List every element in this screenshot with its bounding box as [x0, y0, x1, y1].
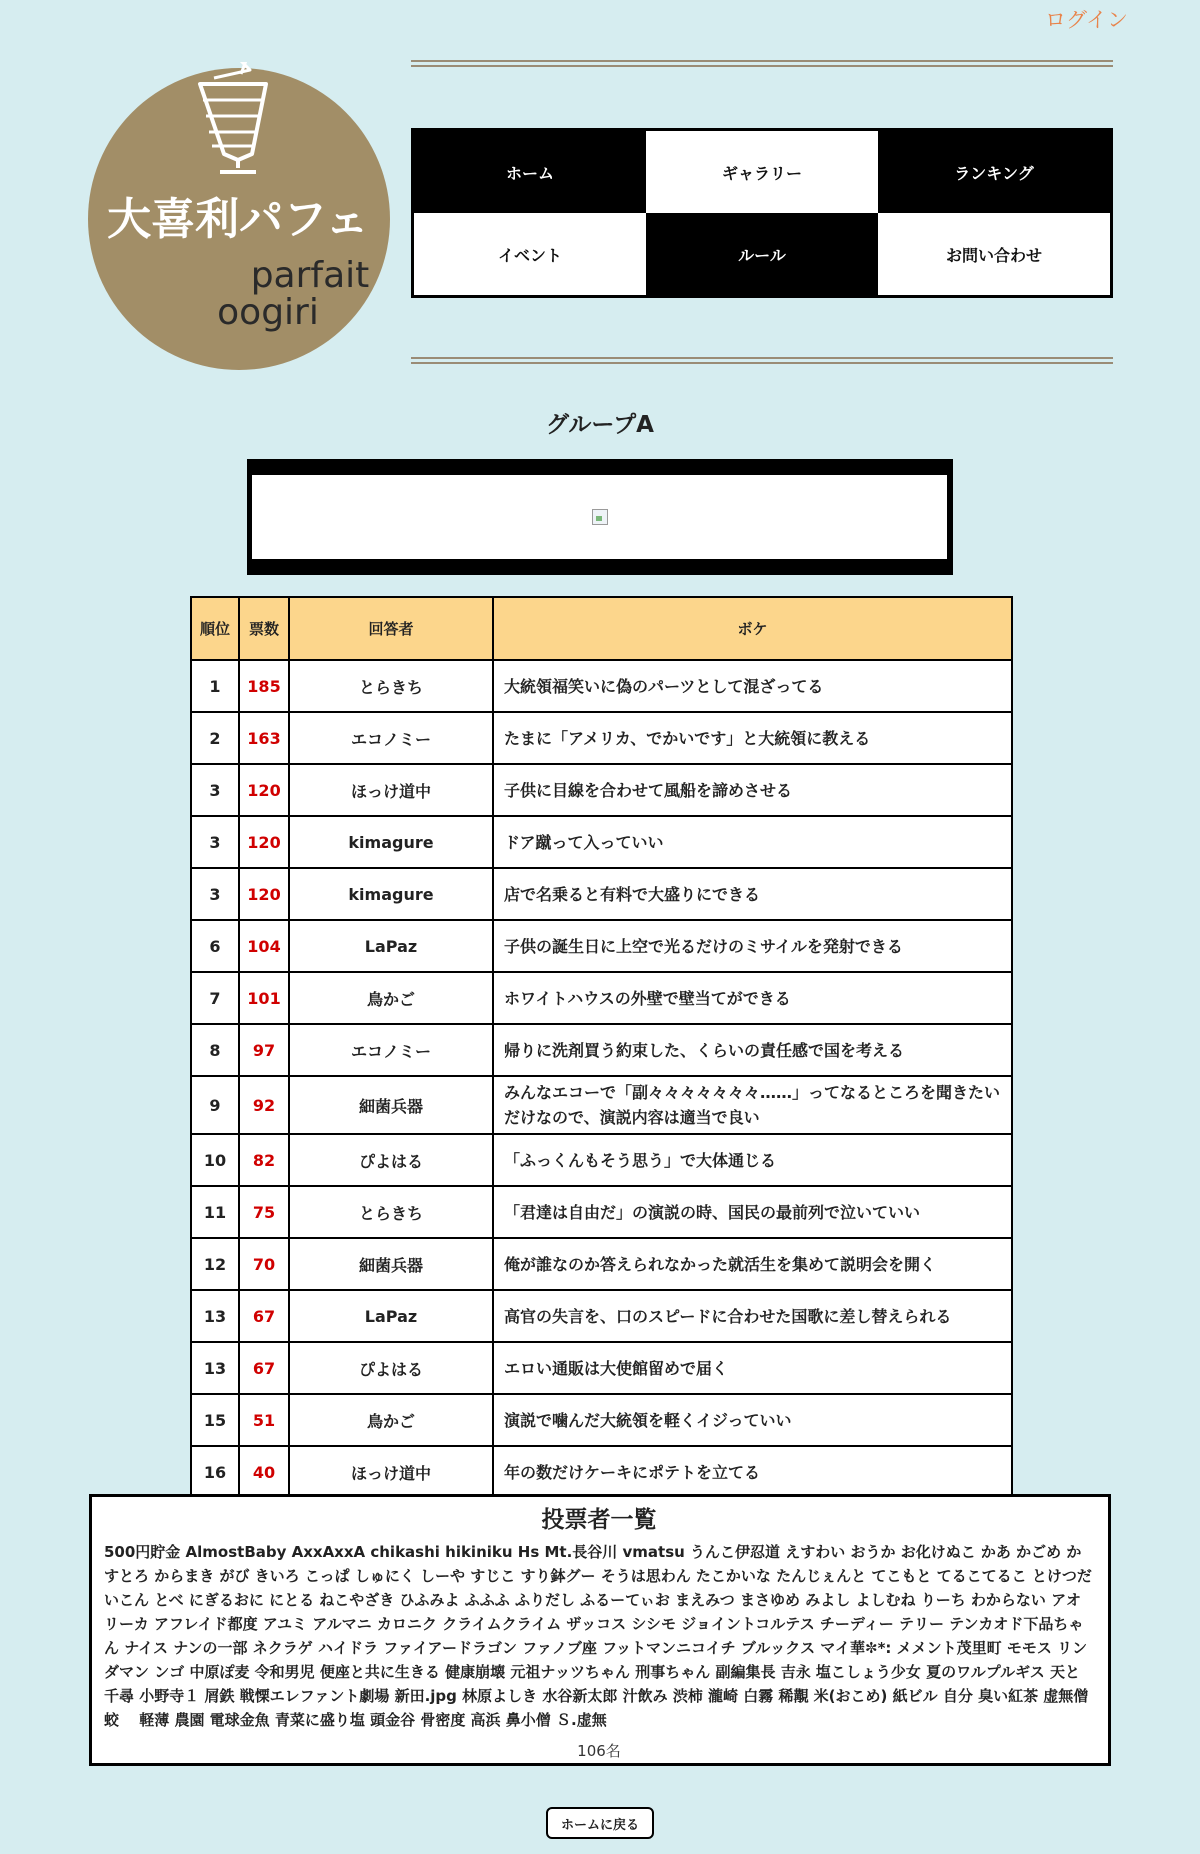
header-votes: 票数	[239, 597, 289, 660]
boke-cell: 大統領福笑いに偽のパーツとして混ざってる	[493, 660, 1012, 712]
boke-cell: 「君達は自由だ」の演説の時、国民の最前列で泣いていい	[493, 1186, 1012, 1238]
broken-image-icon	[592, 509, 608, 525]
voters-title: 投票者一覧	[541, 1507, 657, 1533]
header-rank: 順位	[191, 597, 239, 660]
answerer-cell: エコノミー	[289, 712, 493, 764]
rank-cell: 3	[191, 868, 239, 920]
nav-event[interactable]: イベント	[414, 213, 646, 295]
votes-cell: 40	[239, 1446, 289, 1498]
logo-title: 大喜利パフェ	[107, 194, 369, 245]
votes-cell: 185	[239, 660, 289, 712]
rank-cell: 3	[191, 816, 239, 868]
votes-cell: 67	[239, 1290, 289, 1342]
table-row	[191, 816, 1012, 868]
main-nav	[411, 128, 1113, 298]
boke-cell: 高官の失言を、口のスピードに合わせた国歌に差し替えられる	[493, 1290, 1012, 1342]
answerer-cell: ぴよはる	[289, 1342, 493, 1394]
banner-frame	[252, 475, 947, 559]
voters-panel	[89, 1494, 1111, 1766]
rank-cell: 6	[191, 920, 239, 972]
votes-cell: 101	[239, 972, 289, 1024]
nav-gallery[interactable]: ギャラリー	[646, 131, 878, 213]
boke-cell: 帰りに洗剤買う約束した、くらいの責任感で国を考える	[493, 1024, 1012, 1076]
table-row	[191, 1238, 1012, 1290]
votes-cell: 92	[239, 1076, 289, 1134]
votes-cell: 120	[239, 764, 289, 816]
answerer-cell: エコノミー	[289, 1024, 493, 1076]
votes-cell: 97	[239, 1024, 289, 1076]
boke-cell: 店で名乗ると有料で大盛りにできる	[493, 868, 1012, 920]
boke-cell: ドア蹴って入っていい	[493, 816, 1012, 868]
rank-cell: 8	[191, 1024, 239, 1076]
answerer-cell: とらきち	[289, 660, 493, 712]
rank-cell: 12	[191, 1238, 239, 1290]
answerer-cell: とらきち	[289, 1186, 493, 1238]
votes-cell: 51	[239, 1394, 289, 1446]
answerer-cell: LaPaz	[289, 920, 493, 972]
table-row	[191, 712, 1012, 764]
rank-cell: 3	[191, 764, 239, 816]
boke-cell: 「ふっくんもそう思う」で大体通じる	[493, 1134, 1012, 1186]
voters-list: 500円貯金 AlmostBaby AxxAxxA chikashi hikiniku Hs Mt.長谷川 vmatsu うんこ伊忍道 えすわい おうか お化けぬこ かあ かごめ かすとろ からまき がび きいろ こっぱ しゅにく しーや すじこ すり鉢グー そうは思わん たこかいな たんじぇんと てこもと てるこてるこ とけつだいこん とべ にぎるおに にとる ねこやざき ひふみよ ふふふ ふりだし ふるーてぃお まえみつ まさゆめ みよし よしむね りーち わからない アオリーカ アフレイド都度 アユミ アルマニ カロニク クライムクライム ザッコス シシモ ジョイントコルテス チーディー テリー テンカオド下品ちゃん ナイス ナンの一部 ネクラゲ ハイドラ ファイアードラゴン ファノブ座 フットマンニコイチ ブルックス マイ華✼*: メメント茂里町 モモス リンダマン ンゴ 中原ぽ麦 令和男児 便座と共に生きる 健康崩壊 元祖ナッツちゃん 刑事ちゃん 副編集長 吉永 塩こしょう少女 夏のワルプルギス 天と千尋 小野寺１ 屑鉄 戦慄エレファント劇場 新田.jpg 林原よしき 水谷新太郎 汁飲み 渋柿 瀧崎 白霧 稀覯 米(おこめ) 紙ビル 自分 臭い紅茶 虚無僧 蛟 軽薄 農園 電球金魚 青菜に盛り塩 頭金谷 骨密度 高浜 鼻小僧 Ｓ.虚無	[104, 1543, 1092, 1729]
nav-rules[interactable]: ルール	[646, 213, 878, 295]
boke-cell: 年の数だけケーキにポテトを立てる	[493, 1446, 1012, 1498]
boke-cell: 俺が誰なのか答えられなかった就活生を集めて説明会を開く	[493, 1238, 1012, 1290]
rank-cell: 11	[191, 1186, 239, 1238]
boke-cell: ホワイトハウスの外壁で壁当てができる	[493, 972, 1012, 1024]
rank-cell: 7	[191, 972, 239, 1024]
answerer-cell: kimagure	[289, 816, 493, 868]
votes-cell: 120	[239, 868, 289, 920]
table-row	[191, 1342, 1012, 1394]
boke-cell: 子供に目線を合わせて風船を諦めさせる	[493, 764, 1012, 816]
nav-home[interactable]: ホーム	[414, 131, 646, 213]
back-home-button[interactable]: ホームに戻る	[546, 1807, 654, 1839]
logo-subtitle-1: parfait	[250, 255, 370, 296]
rank-cell: 1	[191, 660, 239, 712]
answerer-cell: 細菌兵器	[289, 1076, 493, 1134]
table-row	[191, 1076, 1012, 1134]
nav-ranking[interactable]: ランキング	[878, 131, 1110, 213]
answerer-cell: ほっけ道中	[289, 1446, 493, 1498]
boke-cell: たまに「アメリカ、でかいです」と大統領に教える	[493, 712, 1012, 764]
rank-cell: 13	[191, 1342, 239, 1394]
table-row	[191, 868, 1012, 920]
table-row	[191, 1446, 1012, 1498]
group-title: グループA	[546, 412, 654, 438]
answerer-cell: LaPaz	[289, 1290, 493, 1342]
table-row	[191, 660, 1012, 712]
rank-cell: 2	[191, 712, 239, 764]
table-row	[191, 1134, 1012, 1186]
votes-cell: 104	[239, 920, 289, 972]
boke-cell: 子供の誕生日に上空で光るだけのミサイルを発射できる	[493, 920, 1012, 972]
votes-cell: 75	[239, 1186, 289, 1238]
ranking-table-body	[191, 660, 1012, 1498]
ranking-table	[190, 596, 1013, 1499]
table-row	[191, 1290, 1012, 1342]
rank-cell: 15	[191, 1394, 239, 1446]
boke-cell: みんなエコーで「副々々々々々々々……」ってなるところを聞きたいだけなので、演説内容は適当で良い	[493, 1076, 1012, 1134]
login-link[interactable]: ログイン	[1045, 8, 1128, 32]
boke-cell: 演説で噛んだ大統領を軽くイジっていい	[493, 1394, 1012, 1446]
nav-contact[interactable]: お問い合わせ	[878, 213, 1110, 295]
rank-cell: 16	[191, 1446, 239, 1498]
table-row	[191, 920, 1012, 972]
header-rule-bottom	[411, 357, 1113, 359]
answerer-cell: kimagure	[289, 868, 493, 920]
table-row	[191, 1394, 1012, 1446]
rank-cell: 9	[191, 1076, 239, 1134]
votes-cell: 82	[239, 1134, 289, 1186]
odai-banner	[247, 459, 953, 575]
header-answerer: 回答者	[289, 597, 493, 660]
answerer-cell: 細菌兵器	[289, 1238, 493, 1290]
answerer-cell: 鳥かご	[289, 1394, 493, 1446]
header-rule-top	[411, 60, 1113, 62]
rank-cell: 13	[191, 1290, 239, 1342]
voters-count: 106名	[577, 1742, 621, 1760]
answerer-cell: 鳥かご	[289, 972, 493, 1024]
table-row	[191, 764, 1012, 816]
table-header-row	[191, 597, 1012, 660]
rank-cell: 10	[191, 1134, 239, 1186]
answerer-cell: ぴよはる	[289, 1134, 493, 1186]
header-boke: ボケ	[493, 597, 1012, 660]
votes-cell: 70	[239, 1238, 289, 1290]
table-row	[191, 1186, 1012, 1238]
votes-cell: 120	[239, 816, 289, 868]
votes-cell: 163	[239, 712, 289, 764]
table-row	[191, 1024, 1012, 1076]
site-logo[interactable]	[88, 62, 390, 372]
votes-cell: 67	[239, 1342, 289, 1394]
table-row	[191, 972, 1012, 1024]
answerer-cell: ほっけ道中	[289, 764, 493, 816]
logo-subtitle-2: oogiri	[217, 292, 319, 333]
boke-cell: エロい通販は大使館留めで届く	[493, 1342, 1012, 1394]
